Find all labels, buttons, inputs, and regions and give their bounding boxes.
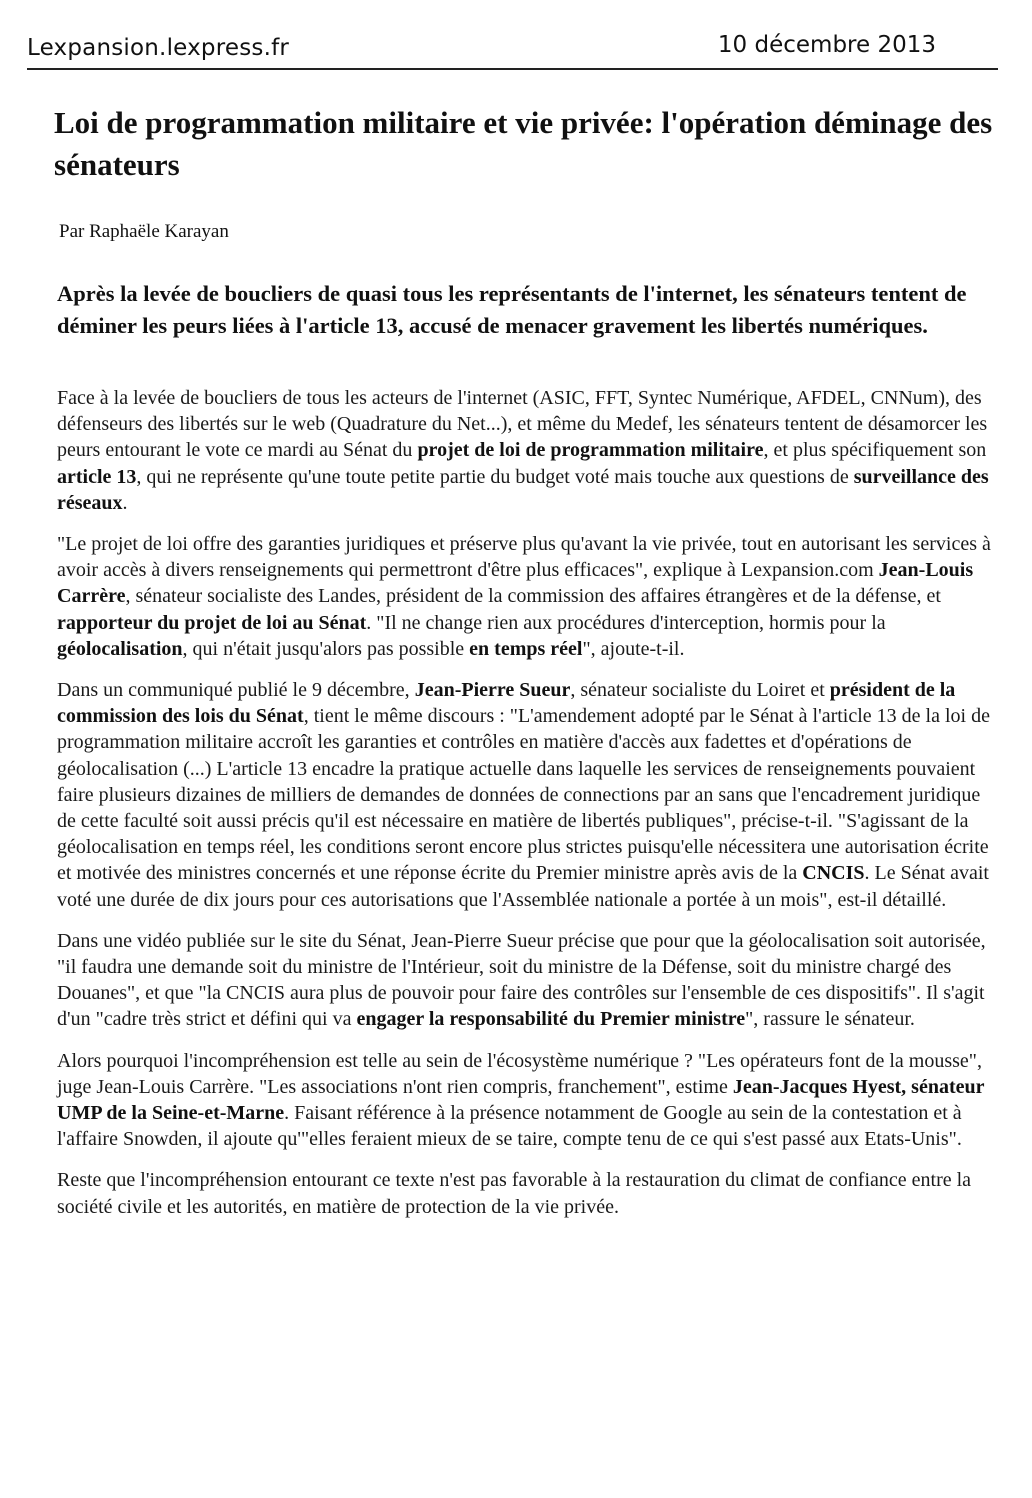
paragraph-text: Dans un communiqué publié le 9 décembre, bbox=[57, 679, 415, 702]
bold-text: Jean-Jacques Hyest, sénateur UMP de la Seine-et-Marne bbox=[57, 1075, 985, 1125]
paragraph-text: . "Il ne change rien aux procédures d'interception, hormis pour la bbox=[366, 611, 886, 634]
bold-text: rapporteur du projet de loi au Sénat bbox=[57, 611, 367, 634]
article-paragraph bbox=[57, 531, 997, 662]
paragraph-text: ", ajoute-t-il. bbox=[582, 637, 685, 660]
paragraph-text: ", rassure le sénateur. bbox=[745, 1008, 915, 1031]
bold-text: article 13 bbox=[57, 465, 137, 488]
bold-text: engager la responsabilité du Premier ministre bbox=[356, 1008, 746, 1031]
paragraph-text: . bbox=[122, 491, 128, 514]
bold-text: en temps réel bbox=[469, 637, 583, 660]
bold-text: projet de loi de programmation militaire bbox=[417, 439, 764, 462]
bold-text: surveillance des réseaux bbox=[57, 465, 989, 514]
paragraph-text: , tient le même discours : "L'amendement adopté par le Sénat à l'article 13 de la loi de programmation militaire accroît les garanties et contrôles en matière d'accès aux fadettes et d'opérations de géolocalisation (...) L'article 13 encadre la pratique actuelle dans laquelle les services de renseignements pouvaient faire plusieurs dizaines de milliers de demandes de données de connections par an sans que l'encadrement juridique de cette faculté soit aussi précis qu'il est nécessaire en matière de libertés publiques", précise-t-il. "S'agissant de la géolocalisation en temps réel, les conditions seront encore plus strictes puisqu'elle nécessitera une autorisation écrite et motivée des ministres concernés et une réponse écrite du Premier ministre après avis de la bbox=[57, 705, 990, 885]
article-title: Loi de programmation militaire et vie privée: l'opération déminage des sénateurs bbox=[54, 105, 993, 182]
article-paragraph bbox=[57, 1167, 997, 1219]
bold-text: CNCIS bbox=[802, 862, 865, 885]
paragraph-text: Reste que l'incompréhension entourant ce texte n'est pas favorable à la restauration du climat de confiance entre la société civile et les autorités, en matière de protection de la vie privée. bbox=[57, 1169, 972, 1218]
paragraph-text: "Le projet de loi offre des garanties juridiques et préserve plus qu'avant la vie privée, tout en autorisant les services à avoir accès à divers renseignements qui permettront d'être plus efficaces", explique à Lexpansion.com bbox=[57, 533, 991, 582]
publication-date: 10 décembre 2013 bbox=[717, 32, 936, 58]
bold-text: président de la commission des lois du Sénat bbox=[57, 679, 956, 728]
article-paragraph bbox=[57, 677, 997, 913]
paragraph-text: . Le Sénat avait voté une durée de dix jours pour ces autorisations que l'Assemblée nationale a portée à un mois", est-il détaillé. bbox=[57, 862, 989, 911]
paragraph-text: , qui n'était jusqu'alors pas possible bbox=[182, 637, 470, 660]
paragraph-text: . Faisant référence à la présence notamment de Google au sein de la contestation et à l'affaire Snowden, il ajoute qu'"elles feraient mieux de se taire, compte tenu de ce qui s'est passé aux Etats-Unis". bbox=[57, 1102, 962, 1151]
paragraph-text: , sénateur socialiste des Landes, président de la commission des affaires étrangères et de la défense, et bbox=[125, 585, 941, 608]
paragraph-text: Alors pourquoi l'incompréhension est telle au sein de l'écosystème numérique ? "Les opérateurs font de la mousse", juge Jean-Louis Carrère. "Les associations n'ont rien compris, franchement", estime bbox=[57, 1049, 982, 1098]
header-rule bbox=[27, 68, 998, 70]
article-byline: Par Raphaële Karayan bbox=[59, 221, 229, 242]
bold-text: Jean-Louis Carrère bbox=[57, 559, 974, 608]
article-lead: Après la levée de boucliers de quasi tous les représentants de l'internet, les sénateurs tentent de déminer les peurs liées à l'article 13, accusé de menacer gravement les libertés numériques. bbox=[57, 281, 967, 338]
paragraph-text: , et plus spécifiquement son bbox=[763, 439, 987, 462]
article-paragraph bbox=[57, 385, 997, 516]
paragraph-text: Face à la levée de boucliers de tous les acteurs de l'internet (ASIC, FFT, Syntec Numérique, AFDEL, CNNum), des défenseurs des libertés sur le web (Quadrature du Net...), et même du Medef, les sénateurs tentent de désamorcer les peurs entourant le vote ce mardi au Sénat du bbox=[57, 387, 988, 462]
bold-text: Jean-Pierre Sueur bbox=[414, 679, 571, 702]
paragraph-text: , qui ne représente qu'une toute petite partie du budget voté mais touche aux questions de bbox=[136, 465, 854, 488]
article-paragraph bbox=[57, 1048, 997, 1153]
paragraph-text: , sénateur socialiste du Loiret et bbox=[570, 679, 830, 702]
paragraph-text: Dans une vidéo publiée sur le site du Sénat, Jean-Pierre Sueur précise que pour que la géolocalisation soit autorisée, "il faudra une demande soit du ministre de l'Intérieur, soit du ministre de la Défense, soit du ministre chargé des Douanes", et que "la CNCIS aura plus de pouvoir pour faire des contrôles sur l'ensemble de ces dispositifs". Il s'agit d'un "cadre très strict et défini qui va bbox=[57, 929, 986, 1031]
bold-text: géolocalisation bbox=[57, 637, 183, 660]
article-body bbox=[57, 385, 997, 1235]
source-site: Lexpansion.lexpress.fr bbox=[27, 35, 290, 61]
article-paragraph bbox=[57, 928, 997, 1033]
